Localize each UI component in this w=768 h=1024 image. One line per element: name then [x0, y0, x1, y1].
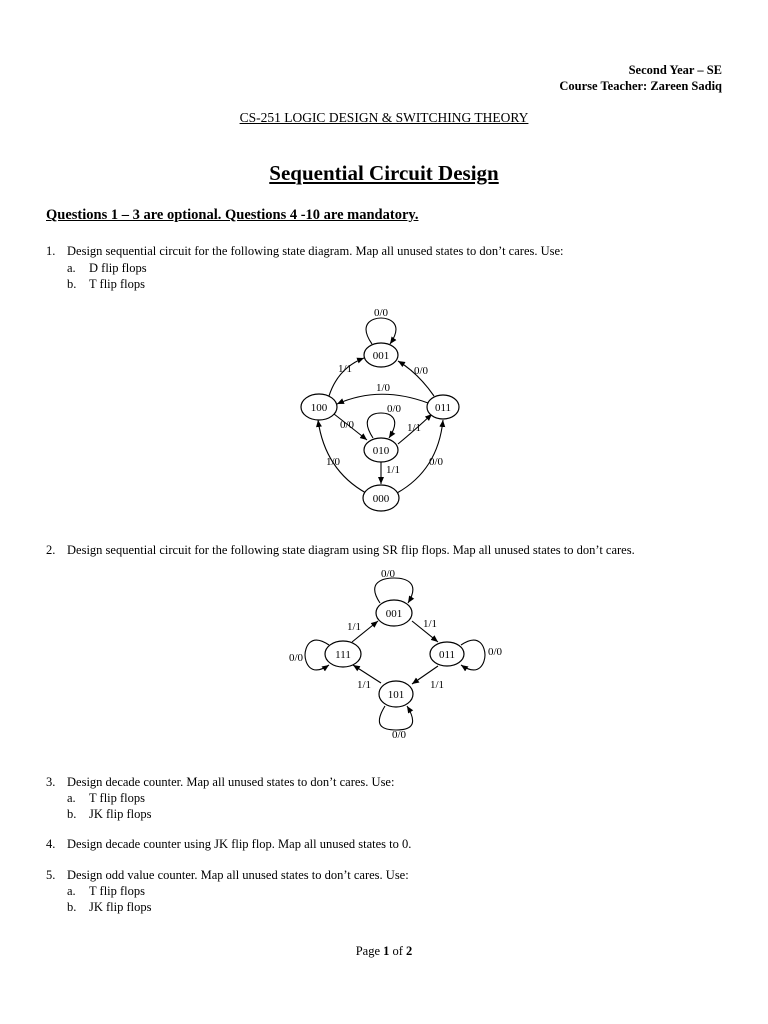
question-text: Design sequential circuit for the following state diagram using SR flip flops. Map all unused states to don’t cares.: [67, 543, 635, 557]
question-5-option-b: [67, 900, 152, 915]
edge-label: 0/0: [386, 403, 402, 415]
edge-label: 1/1: [406, 422, 422, 434]
footer-prefix: Page: [355, 944, 384, 958]
state-label: 011: [434, 402, 452, 414]
question-number: 3.: [46, 775, 56, 789]
state-label: 001: [385, 608, 403, 620]
question-text: Design sequential circuit for the following state diagram. Map all unused states to don’t cares. Use:: [67, 244, 564, 258]
option-letter: b.: [67, 277, 77, 291]
instructions-note: Questions 1 – 3 are optional. Questions 4 -10 are mandatory.: [46, 207, 419, 223]
course-title: CS-251 LOGIC DESIGN & SWITCHING THEORY: [239, 110, 529, 125]
option-text: T flip flops: [89, 884, 146, 898]
question-number: 5.: [46, 868, 56, 882]
question-text: Design decade counter using JK flip flop. Map all unused states to 0.: [67, 837, 412, 851]
edge-label: 1/0: [375, 382, 391, 394]
edge-label: 0/0: [413, 365, 429, 377]
edge-label: 1/1: [337, 363, 353, 375]
edge-label: 0/0: [391, 729, 407, 741]
edge-label: 0/0: [373, 307, 389, 319]
option-letter: a.: [67, 884, 76, 898]
option-letter: b.: [67, 900, 77, 914]
edge-label: 1/0: [325, 456, 341, 468]
question-5: [46, 868, 409, 883]
page-footer: [0, 944, 768, 959]
self-loop-011: [461, 640, 485, 670]
edge-label: 1/1: [429, 679, 445, 691]
state-label: 111: [335, 649, 351, 661]
option-text: JK flip flops: [89, 900, 152, 914]
option-letter: a.: [67, 261, 76, 275]
state-label: 010: [372, 445, 390, 457]
edge-label: 0/0: [428, 456, 444, 468]
document-title: Sequential Circuit Design: [269, 161, 499, 185]
header-teacher: Course Teacher: Zareen Sadiq: [559, 79, 722, 93]
option-text: D flip flops: [89, 261, 147, 275]
edge-label: 1/1: [385, 464, 401, 476]
edge-label: 1/1: [422, 618, 438, 630]
footer-middle: of: [389, 944, 407, 958]
state-label: 001: [372, 350, 390, 362]
option-text: T flip flops: [89, 791, 146, 805]
edge-label: 0/0: [487, 646, 503, 658]
option-letter: b.: [67, 807, 77, 821]
edge-label: 0/0: [380, 568, 396, 580]
state-label: 000: [372, 493, 390, 505]
question-number: 2.: [46, 543, 56, 557]
question-3-option-a: [67, 791, 145, 806]
edge-label: 1/1: [356, 679, 372, 691]
state-label: 101: [387, 689, 405, 701]
edge-label: 0/0: [339, 419, 355, 431]
question-5-option-a: [67, 884, 145, 899]
option-text: JK flip flops: [89, 807, 152, 821]
self-loop-001: [375, 578, 413, 603]
option-letter: a.: [67, 791, 76, 805]
question-text: Design decade counter. Map all unused states to don’t cares. Use:: [67, 775, 395, 789]
question-number: 4.: [46, 837, 56, 851]
question-4: [46, 837, 411, 852]
question-number: 1.: [46, 244, 56, 258]
edge-label: 1/1: [346, 621, 362, 633]
header-class: Second Year – SE: [628, 63, 722, 77]
self-loop-101: [379, 706, 412, 730]
question-3-option-b: [67, 807, 152, 822]
option-text: T flip flops: [89, 277, 146, 291]
state-label: 011: [438, 649, 456, 661]
question-3: [46, 775, 394, 790]
state-label: 100: [310, 402, 328, 414]
question-text: Design odd value counter. Map all unused states to don’t cares. Use:: [67, 868, 409, 882]
current-page: 1: [383, 944, 390, 958]
edge-label: 0/0: [288, 652, 304, 664]
total-pages: 2: [406, 944, 413, 958]
